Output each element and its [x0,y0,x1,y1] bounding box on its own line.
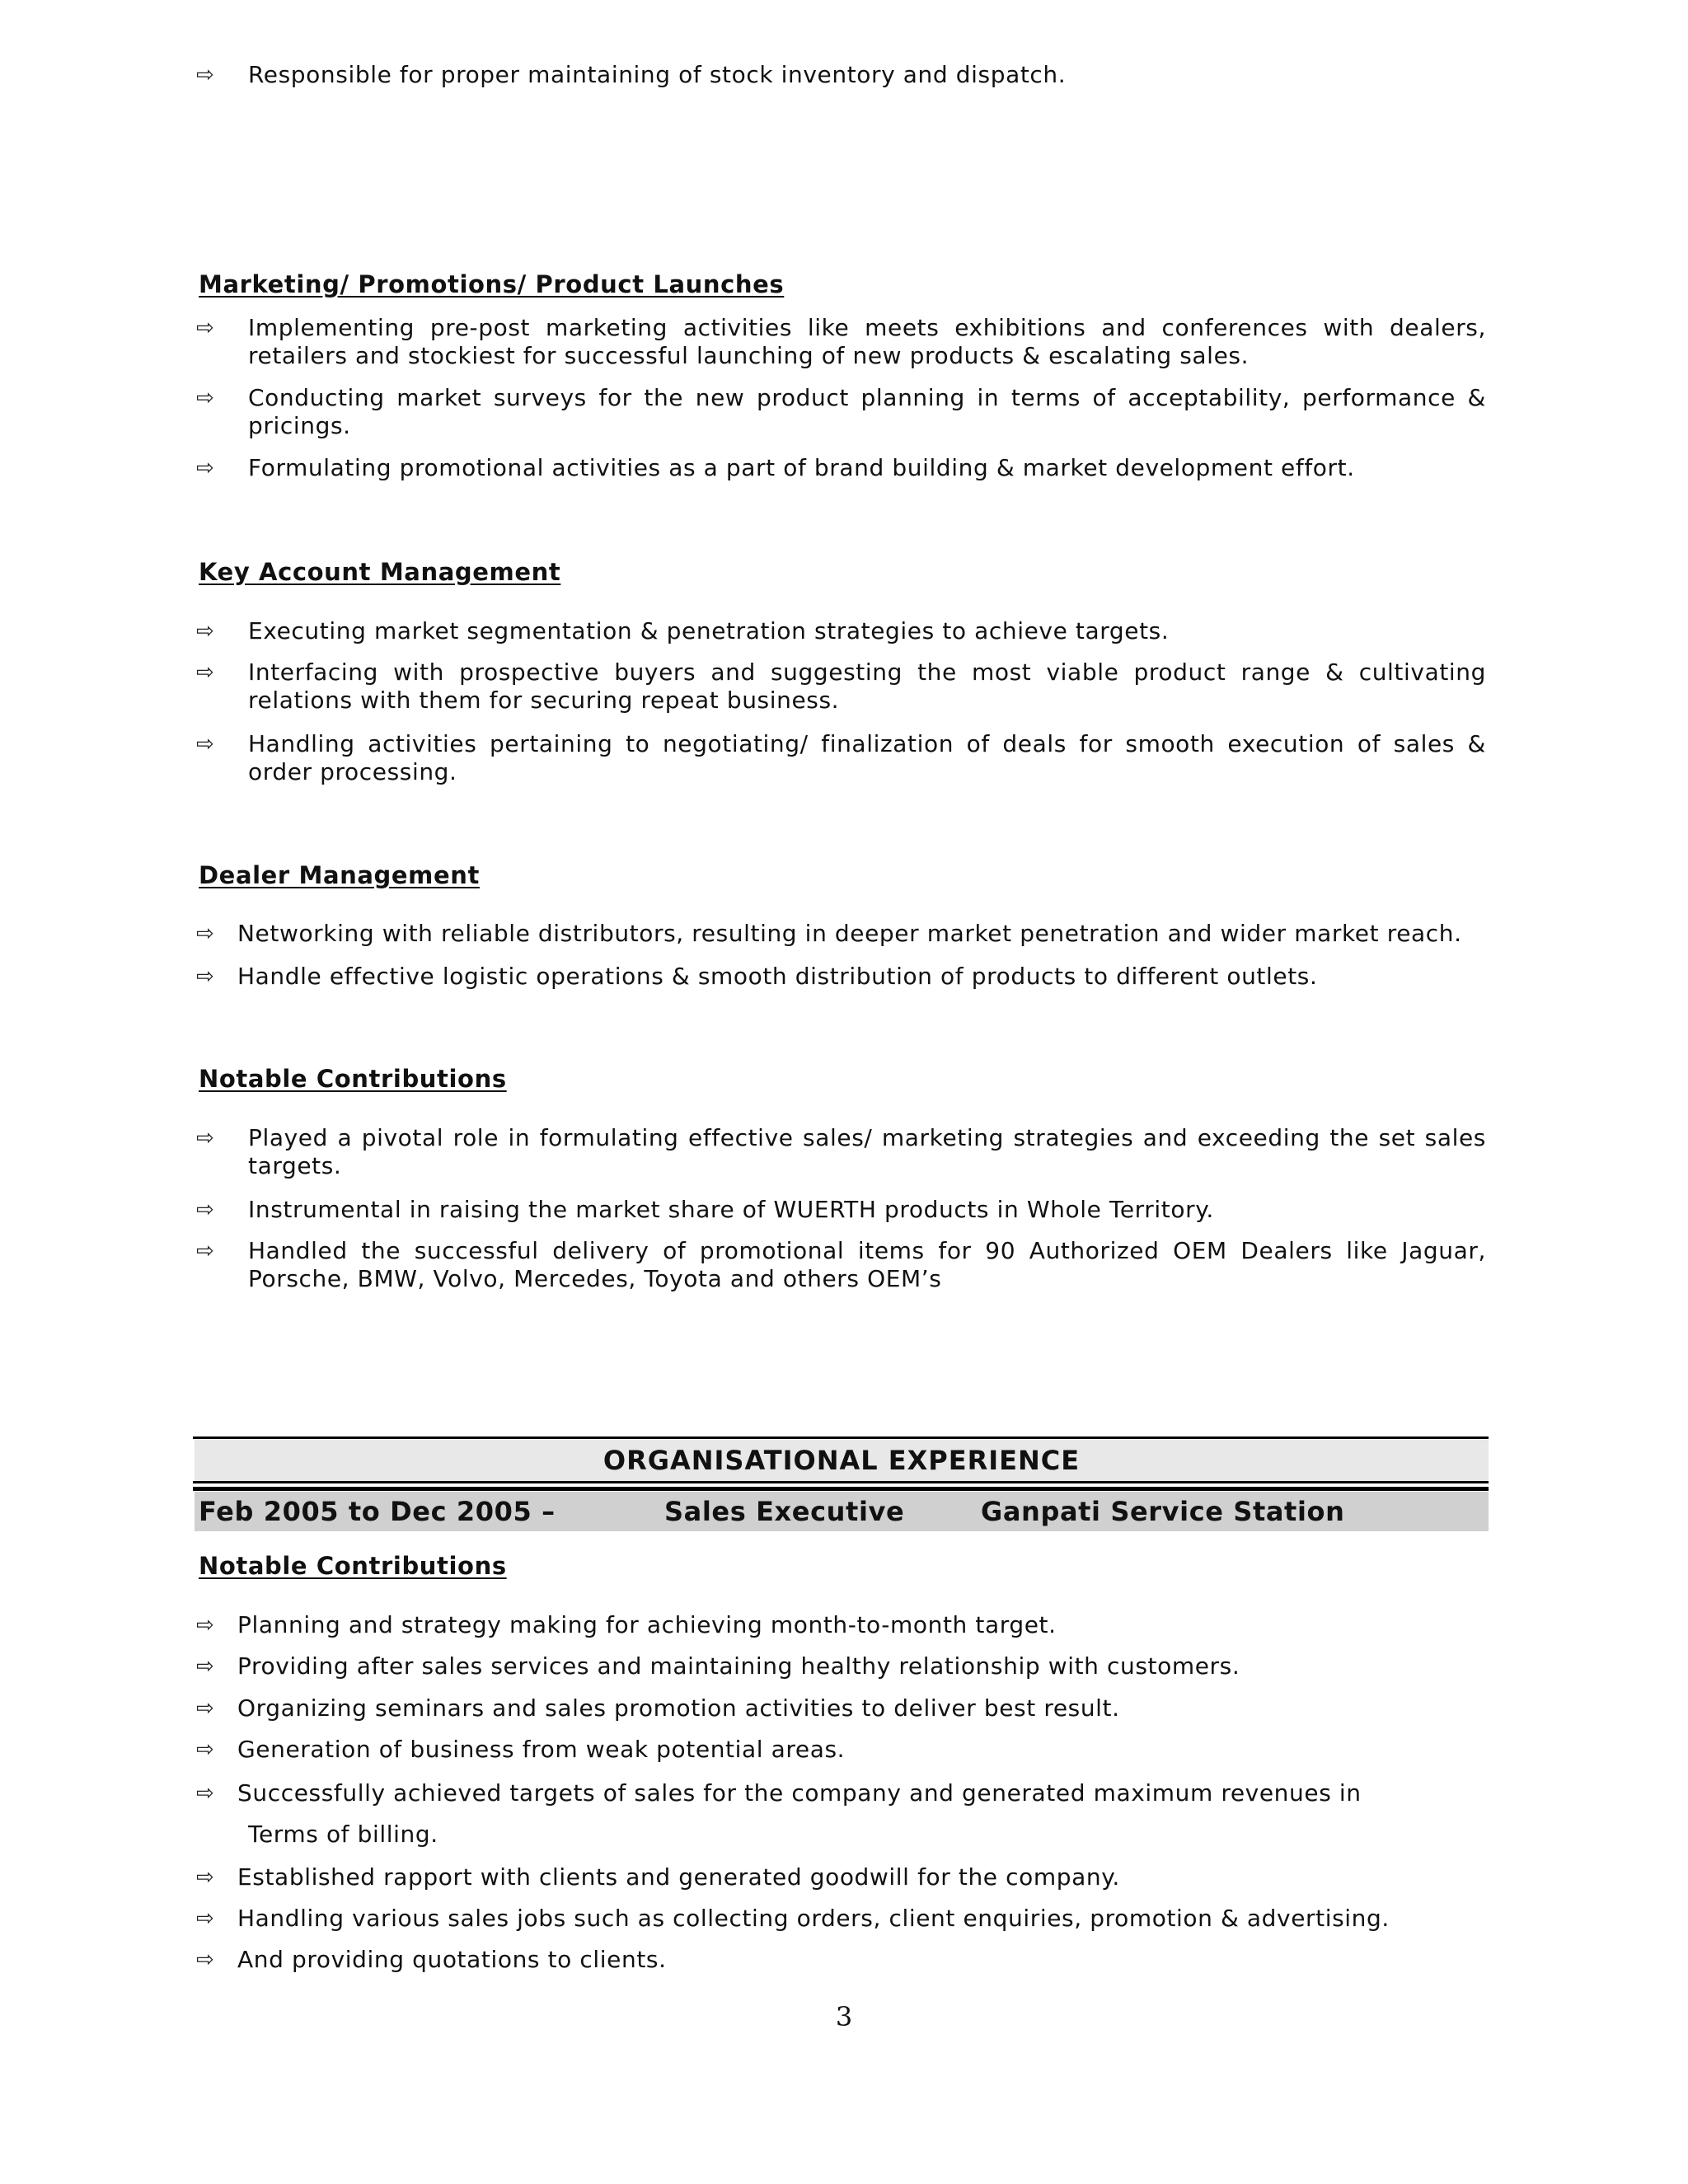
arrow-bullet-icon: ⇨ [196,456,214,480]
arrow-bullet-icon: ⇨ [196,619,214,644]
arrow-bullet-icon: ⇨ [196,1126,214,1151]
section-rule [193,1436,1489,1439]
page-number: 3 [835,2001,853,2032]
list-item [196,1905,1486,1933]
arrow-bullet-icon: ⇨ [196,1613,214,1638]
section-heading-dealer: Dealer Management [199,861,480,889]
bullet-text: Organizing seminars and sales promotion activities to deliver best result. [237,1694,1120,1722]
arrow-bullet-icon: ⇨ [196,386,214,410]
list-item [196,1124,1486,1180]
bullet-text: Responsible for proper maintaining of stock inventory and dispatch. [248,61,1067,88]
bullet-text: Interfacing with prospective buyers and suggesting the most viable product range & cultivating relations with them for securing repeat business. [248,658,1486,714]
bullet-text: Implementing pre-post marketing activities like meets exhibitions and conferences with dealers, retailers and stockiest for successful launching of new products & escalating sales. [248,314,1486,369]
section-heading-marketing: Marketing/ Promotions/ Product Launches [199,270,785,298]
arrow-bullet-icon: ⇨ [196,1197,214,1222]
arrow-bullet-icon: ⇨ [196,1906,214,1931]
bullet-text: Formulating promotional activities as a part of brand building & market development effort. [248,454,1355,481]
bullet-text: Networking with reliable distributors, resulting in deeper market penetration and wider market reach. [237,920,1462,947]
bullet-text: Successfully achieved targets of sales for the company and generated maximum revenues in [237,1779,1362,1807]
list-item [196,730,1486,786]
list-item [196,1779,1486,1807]
arrow-bullet-icon: ⇨ [196,1781,214,1806]
list-item [196,1611,1486,1639]
arrow-bullet-icon: ⇨ [196,1737,214,1762]
bullet-text: Handled the successful delivery of promotional items for 90 Authorized OEM Dealers like Jaguar, Porsche, BMW, Volvo, Mercedes, Toyota and others OEM’s [248,1237,1486,1292]
list-item [196,384,1486,440]
job-role: Sales Executive [664,1496,905,1527]
arrow-bullet-icon: ⇨ [196,316,214,340]
list-item [196,1863,1486,1891]
list-item [196,1237,1486,1293]
bullet-text: Established rapport with clients and generated goodwill for the company. [237,1863,1120,1891]
section-title-organisational-experience: ORGANISATIONAL EXPERIENCE [603,1445,1081,1476]
arrow-bullet-icon: ⇨ [196,660,214,685]
bullet-text: And providing quotations to clients. [237,1946,667,1973]
bullet-continuation: Terms of billing. [248,1821,438,1848]
bullet-text: Instrumental in raising the market share of WUERTH products in Whole Territory. [248,1196,1214,1223]
section-heading-notable-contributions: Notable Contributions [199,1065,507,1093]
arrow-bullet-icon: ⇨ [196,1865,214,1890]
list-item [196,454,1486,482]
bullet-text: Handle effective logistic operations & smooth distribution of products to different outlets. [237,963,1318,990]
bullet-text: Providing after sales services and maintaining healthy relationship with customers. [237,1652,1240,1680]
bullet-text: Handling activities pertaining to negotiating/ finalization of deals for smooth execution of sales & order processing. [248,730,1486,785]
arrow-bullet-icon: ⇨ [196,1696,214,1721]
bullet-text: Generation of business from weak potential areas. [237,1736,846,1763]
bullet-text: Played a pivotal role in formulating effective sales/ marketing strategies and exceeding the set sales targets. [248,1124,1486,1179]
job-period: Feb 2005 to Dec 2005 – [199,1496,556,1527]
section-rule [193,1487,1489,1491]
job-company: Ganpati Service Station [981,1496,1345,1527]
section-heading-key-account: Key Account Management [199,558,561,586]
arrow-bullet-icon: ⇨ [196,1947,214,1972]
list-item [196,314,1486,370]
bullet-text: Executing market segmentation & penetration strategies to achieve targets. [248,617,1170,644]
list-item [196,1196,1486,1224]
list-item [196,1652,1486,1680]
bullet-text: Handling various sales jobs such as collecting orders, client enquiries, promotion & advertising. [237,1905,1390,1932]
arrow-bullet-icon: ⇨ [196,1654,214,1679]
arrow-bullet-icon: ⇨ [196,964,214,989]
bullet-text: Conducting market surveys for the new product planning in terms of acceptability, performance & pricings. [248,384,1486,439]
list-item [196,920,1486,948]
list-item [196,1736,1486,1764]
list-item [196,658,1486,715]
list-item [196,61,1486,89]
section-rule [193,1481,1489,1483]
list-item [196,963,1486,991]
list-item [196,617,1486,645]
bullet-text: Planning and strategy making for achieving month-to-month target. [237,1611,1057,1638]
arrow-bullet-icon: ⇨ [196,63,214,87]
arrow-bullet-icon: ⇨ [196,1239,214,1263]
list-item [196,1694,1486,1722]
section-heading-notable-contributions: Notable Contributions [199,1552,507,1580]
arrow-bullet-icon: ⇨ [196,921,214,946]
arrow-bullet-icon: ⇨ [196,732,214,757]
list-item [196,1946,1486,1974]
